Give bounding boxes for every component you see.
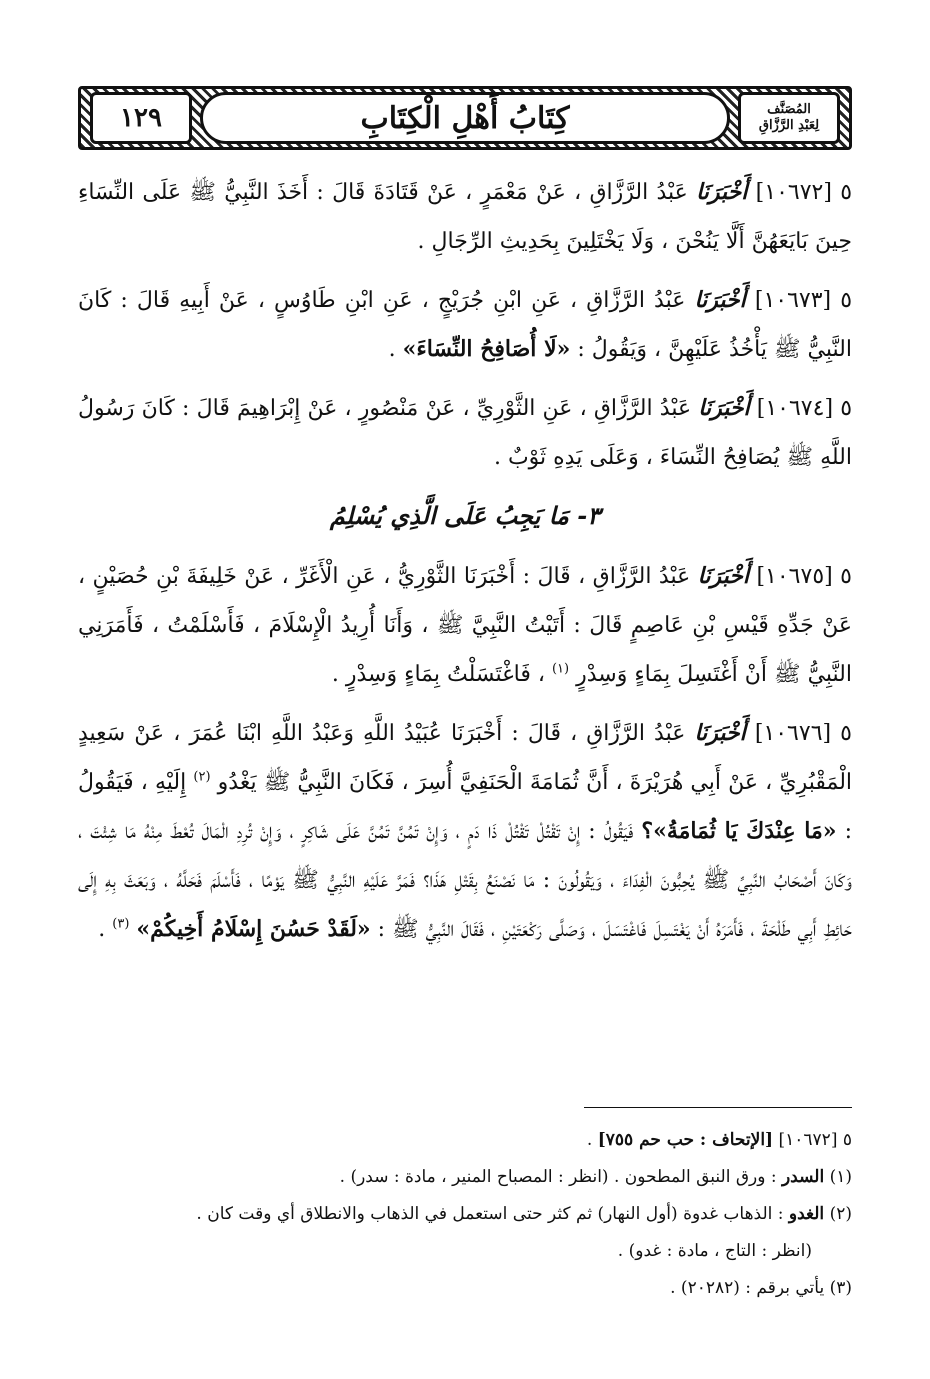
footnote-text: . (586, 1130, 593, 1150)
footnote-marker: (١) (829, 1167, 852, 1187)
footnote (78, 1122, 852, 1159)
akhbarana-word: أَخْبَرَنَا (698, 395, 750, 421)
chapter-title: كِتَابُ أَهْلِ الْكِتَابِ (360, 100, 570, 136)
hadith-text: فَيَقُولُ : إِنْ تَقْتُلْ تَقْتُلْ ذَا دَمٍ ، وَإِنْ تَمُنَّ تَمُنَّ عَلَى شَاكِرٍ ، وَإِنْ تُرِدِ الْمَالَ تُعْطَ مِنْهُ مَا شِئْتَ ، وَكَانَ أَصْحَابُ النَّبِيِّ ﷺ يُحِبُّونَ الْفِدَاءَ ، وَيَقُولُونَ : مَا نَصْنَعُ بِقَتْلِ هَذَا؟ فَمَرَّ عَلَيْهِ النَّبِيُّ ﷺ يَوْمًا ، فَأَسْلَمَ فَحَلَّهُ ، وَبَعَثَ بِهِ إِلَى حَائِطِ أَبِي طَلْحَةَ ، فَأَمَرَهُ أَنْ يَغْتَسِلَ فَاغْتَسَلَ ، وَصَلَّى رَكْعَتَيْنِ ، فَقَالَ النَّبِيُّ ﷺ : (78, 819, 852, 942)
prophetic-quote: «لَا أُصَافِحُ النِّسَاءَ» (402, 336, 571, 362)
book-name-line2: لِعَبْدِ الرَّزَّاقِ (758, 118, 820, 133)
hadith-text: عَبْدُ الرَّزَّاقِ ، قَالَ : أَخْبَرَنَا الثَّوْرِيُّ ، عَنِ الْأَغَرِّ ، عَنْ خَلِيفَةَ بْنِ حُصَيْنٍ ، عَنْ جَدِّهِ قَيْسِ بْنِ عَاصِمٍ قَالَ : أَتَيْتُ النَّبِيَّ ﷺ ، وَأَنَا أُرِيدُ الْإِسْلَامَ ، فَأَسْلَمْتُ ، فَأَمَرَنِي النَّبِيُّ ﷺ أَنْ أَغْتَسِلَ بِمَاءٍ وَسِدْرٍ (78, 564, 852, 687)
main-text (78, 168, 852, 964)
footnote-ref[interactable]: (٣) (112, 916, 130, 932)
hadith-number: ٥ [١٠٦٧٦] (754, 721, 852, 746)
footnote-ref[interactable]: (٢) (193, 769, 211, 785)
footnote-marker: (٢) (829, 1204, 852, 1224)
page-header (78, 86, 852, 150)
footnote-marker: (٣) (829, 1278, 852, 1298)
hadith-number: ٥ [١٠٦٧٥] (756, 564, 852, 589)
footnote-continuation (78, 1233, 852, 1270)
hadith-text: عَبْدُ الرَّزَّاقِ ، عَنِ ابْنِ جُرَيْجٍ ، عَنِ ابْنِ طَاوُسٍ ، عَنْ أَبِيهِ قَالَ : كَانَ النَّبِيُّ ﷺ يَأْخُذُ عَلَيْهِنَّ ، وَيَقُولُ : (78, 288, 852, 362)
prophetic-quote: «لَقَدْ حَسُنَ إِسْلَامُ أَخِيكُمْ» (136, 916, 371, 942)
hadith-text: عَبْدُ الرَّزَّاقِ ، عَنِ الثَّوْرِيِّ ، عَنْ مَنْصُورٍ ، عَنْ إِبْرَاهِيمَ قَالَ : كَانَ رَسُولُ اللَّهِ ﷺ يُصَافِحُ النِّسَاءَ ، وَعَلَى يَدِهِ ثَوْبٌ . (78, 396, 852, 470)
hadith-text: إِلَيْهِ ، فَيَقُولُ : (78, 770, 852, 844)
hadith-end: . (98, 917, 106, 942)
footnote (78, 1159, 852, 1196)
footnotes (78, 1122, 852, 1307)
footnote-marker: ٥ [١٠٦٧٢] (778, 1130, 852, 1150)
footnote (78, 1270, 852, 1307)
akhbarana-word: أَخْبَرَنَا (697, 563, 749, 589)
footnote-text: يأتي برقم : (٢٠٢٨٢) . (670, 1278, 825, 1298)
page-number-box (90, 92, 192, 144)
footnote-divider (584, 1107, 852, 1108)
hadith-paragraph (78, 709, 852, 954)
footnote-text: (انظر : التاج ، مادة : غدو) . (617, 1241, 812, 1261)
section-title: ٣- مَا يَجِبُ عَلَى الَّذِي يُسْلِمُ (329, 501, 601, 530)
hadith-paragraph (78, 276, 852, 374)
footnote (78, 1196, 852, 1233)
akhbarana-word: أَخْبَرَنَا (694, 720, 746, 746)
akhbarana-word: أَخْبَرَنَا (694, 287, 746, 313)
footnote-text: : الذهاب غدوة (أول النهار) ثم كثر حتى استعمل في الذهاب والانطلاق أي وقت كان . (196, 1204, 784, 1224)
prophetic-quote: «مَا عِنْدَكَ يَا ثُمَامَةُ»؟ (641, 818, 837, 844)
footnote-text: : ورق النبق المطحون . (انظر : المصباح المنير ، مادة : سدر) . (339, 1167, 777, 1187)
hadith-text: ، فَاغْتَسَلْتُ بِمَاءٍ وَسِدْرٍ . (331, 662, 545, 687)
book-name-box (738, 92, 840, 144)
page-number: ١٢٩ (120, 103, 162, 133)
footnote-bold: السدر (781, 1167, 825, 1187)
footnote-ref[interactable]: (١) (551, 661, 570, 677)
hadith-number: ٥ [١٠٦٧٣] (754, 288, 853, 313)
hadith-number: ٥ [١٠٦٧٢] (755, 180, 853, 205)
footnote-bold: الغدو (788, 1204, 825, 1224)
hadith-text: عَبْدُ الرَّزَّاقِ ، قَالَ : أَخْبَرَنَا عُبَيْدُ اللَّهِ وَعَبْدُ اللَّهِ ابْنَا عُمَرَ ، عَنْ سَعِيدٍ الْمَقْبُرِيِّ ، عَنْ أَبِي هُرَيْرَةَ ، أَنَّ ثُمَامَةَ الْحَنَفِيَّ أُسِرَ ، فَكَانَ النَّبِيُّ ﷺ يَغْدُو (78, 721, 853, 795)
akhbarana-word: أَخْبَرَنَا (696, 179, 748, 205)
chapter-banner (200, 92, 730, 144)
hadith-paragraph (78, 384, 852, 482)
hadith-paragraph (78, 552, 852, 699)
book-name-line1: المُصَنَّف (767, 102, 811, 117)
hadith-number: ٥ [١٠٦٧٤] (756, 396, 853, 421)
hadith-end: . (388, 337, 396, 362)
hadith-text: عَبْدُ الرَّزَّاقِ ، عَنْ مَعْمَرٍ ، عَنْ قَتَادَةَ قَالَ : أَخَذَ النَّبِيُّ ﷺ عَلَى النِّسَاءِ حِينَ بَايَعَهُنَّ أَلَّا يَنُحْنَ ، وَلَا يَخْتَلِينَ بِحَدِيثِ الرِّجَالِ . (78, 180, 852, 254)
hadith-paragraph (78, 168, 852, 266)
footnote-bold: [الإتحاف : حب حم ٧٥٥] (597, 1130, 774, 1150)
